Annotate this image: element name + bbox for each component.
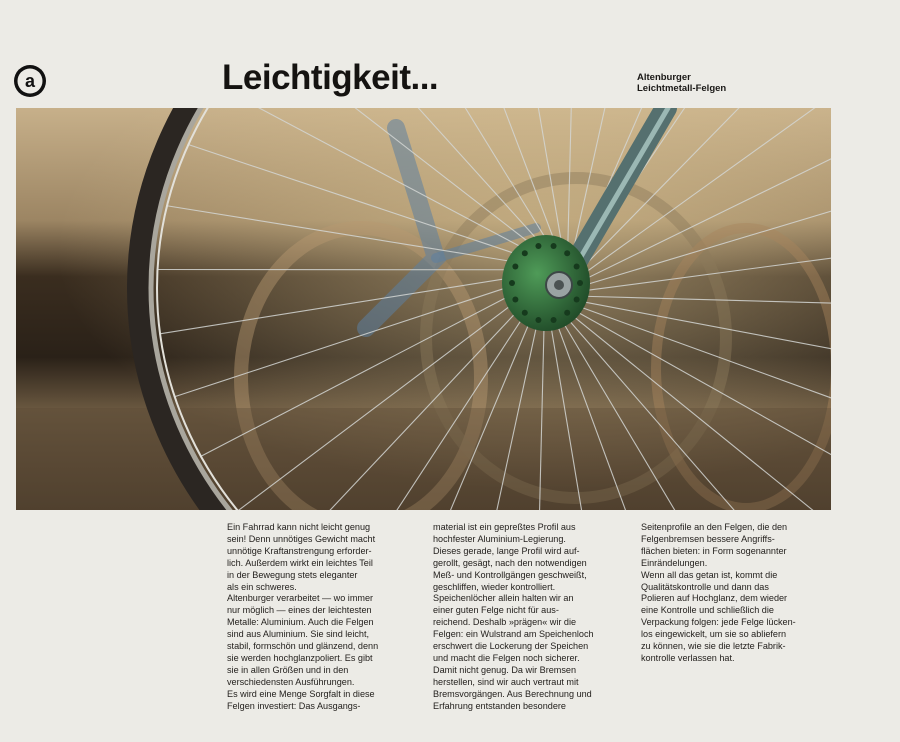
hub-hole (535, 243, 541, 249)
subtitle (637, 72, 726, 94)
body-paragraph-1: Ein Fahrrad kann nicht leicht genug sein! Denn unnötiges Gewicht macht unnötige Kraftanstrengung erforder- lich. Außerdem wirkt ein leichtes Teil in der Bewegung stets eleganter als ein schweres. Altenburger verarbeitet — wo immer nur möglich — eines der leichtesten Metalle: Aluminium. Auch die Felgen sind aus Aluminium. Sie sind leicht, stabil, formschön und glänzend, denn sie werden hochglanzpoliert. Es gibt sie in allen Größen und in den verschiedensten Ausführungen. Es wird eine Menge Sorgfalt in diese Felgen investiert: Das Ausgangs- (227, 522, 379, 711)
logo-letter: a (24, 71, 36, 91)
hub-hole (577, 280, 583, 286)
hub-hole (512, 296, 518, 302)
logo-icon (13, 64, 47, 98)
text-column-1 (227, 522, 407, 713)
hub-hole (509, 280, 515, 286)
subtitle-line-1: Altenburger (637, 72, 691, 83)
hub-hole (574, 296, 580, 302)
text-column-2 (433, 522, 613, 713)
wheel-illustration (16, 108, 831, 510)
page-title: Leichtigkeit... (222, 58, 439, 97)
text-column-3 (641, 522, 821, 665)
body-paragraph-3: Seitenprofile an den Felgen, die den Felgenbremsen bessere Angriffs- flächen bieten: in Form sogenannter Einrändelungen. Wenn all das getan ist, kommt die Qualitätskontrolle und dann das Polieren auf Hochglanz, dem wieder eine Kontrolle und schließlich die Verpackung folgen: jede Felge lücken- los eingewickelt, um sie so abliefern zu können, wie sie die letzte Fabrik- kontrolle verlassen hat. (641, 522, 796, 663)
hub-hole (522, 250, 528, 256)
subtitle-line-2: Leichtmetall-Felgen (637, 83, 727, 94)
hub-hole (564, 250, 570, 256)
bicycle-wheel-photo (16, 108, 831, 510)
hub-hole (535, 317, 541, 323)
brand-logo (13, 64, 47, 98)
hub-hole (574, 264, 580, 270)
hub-hole (564, 310, 570, 316)
hub-hole (551, 317, 557, 323)
hub-hole (512, 264, 518, 270)
body-paragraph-2: material ist ein gepreßtes Profil aus hochfester Aluminium-Legierung. Dieses gerade, lange Profil wird auf- gerollt, gesägt, nach den notwendigen Meß- und Kontrollgängen geschweißt, geschliffen, wieder kontrolliert. Speichenlöcher allein halten wir an einer guten Felge nicht für aus- reichend. Deshalb »prägen« wir die Felgen: ein Wulstrand am Speichenloch erschwert die Lockerung der Speichen und macht die Felgen noch sicherer. Damit nicht genug. Da wir Bremsen herstellen, sind wir auch vertraut mit Bremsvorgängen. Aus Berechnung und Erfahrung entstanden besondere (433, 522, 594, 711)
hub-hole (522, 310, 528, 316)
hub-hole (551, 243, 557, 249)
